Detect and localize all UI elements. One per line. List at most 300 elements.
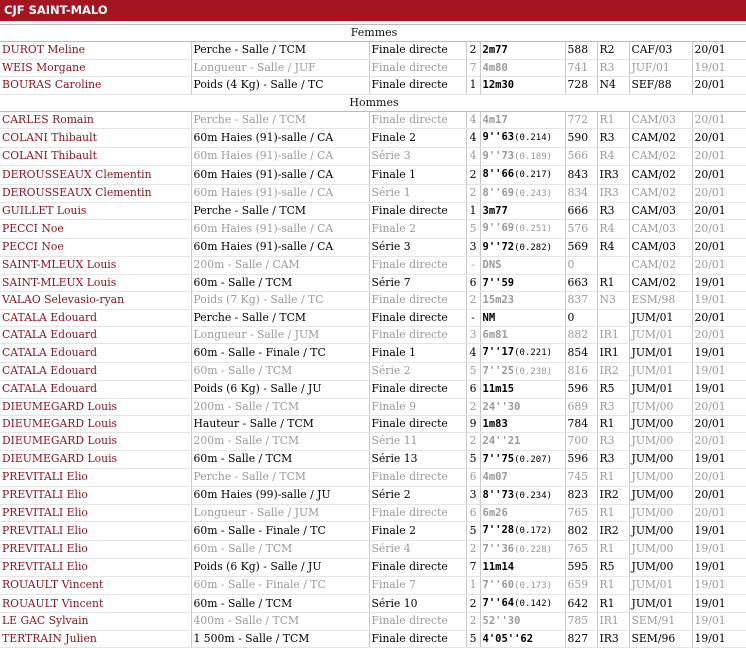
reaction-time: (0.207) [514, 454, 553, 465]
round-name-cell: Finale directe [369, 292, 466, 309]
event-name-cell: 200m - Salle / TCM [191, 398, 369, 415]
category-cell: JUM/00 [629, 398, 692, 415]
place-cell: 6 [466, 504, 480, 521]
reaction-time: (0.221) [514, 348, 553, 359]
performance-value: 11m15 [482, 383, 515, 396]
section-header [0, 25, 746, 42]
points-cell: 728 [565, 77, 597, 94]
performance-cell [480, 381, 565, 398]
level-cell: R5 [597, 559, 629, 576]
place-cell: 3 [466, 486, 480, 504]
category-cell: JUM/01 [629, 576, 692, 594]
event-name-cell: Perche - Salle / TCM [191, 309, 369, 326]
club-header [0, 0, 746, 21]
performance-cell [480, 147, 565, 165]
results-table [0, 24, 746, 648]
date-cell: 20/01 [692, 129, 746, 147]
athlete-name-cell: WEIS Morgane [0, 59, 191, 76]
category-cell: JUM/01 [629, 362, 692, 380]
points-cell: 689 [565, 398, 597, 415]
reaction-time: (0.172) [514, 526, 553, 537]
place-cell: 2 [466, 433, 480, 450]
points-cell: 816 [565, 362, 597, 380]
round-name-cell: Finale directe [369, 112, 466, 129]
round-name-cell: Finale directe [369, 77, 466, 94]
athlete-name-cell: CATALA Edouard [0, 362, 191, 380]
performance-cell [480, 292, 565, 309]
category-cell: ESM/98 [629, 292, 692, 309]
round-name-cell: Finale directe [369, 257, 466, 274]
level-cell: IR2 [597, 486, 629, 504]
level-cell: IR1 [597, 613, 629, 630]
performance-value: 7''60 [482, 578, 515, 591]
event-name-cell: Perche - Salle / TCM [191, 42, 369, 59]
category-cell: JUM/00 [629, 522, 692, 540]
athlete-name-cell: CATALA Edouard [0, 381, 191, 398]
place-cell: 5 [466, 362, 480, 380]
performance-cell [480, 522, 565, 540]
performance-value: 11m14 [482, 561, 515, 574]
section-header [0, 94, 746, 111]
athlete-name-cell: PECCI Noe [0, 220, 191, 238]
event-name-cell: 400m - Salle / TCM [191, 613, 369, 630]
performance-cell [480, 433, 565, 450]
category-cell: CAM/03 [629, 220, 692, 238]
result-row [0, 576, 746, 594]
level-cell: R1 [597, 112, 629, 129]
place-cell: 4 [466, 147, 480, 165]
event-name-cell: 60m Haies (91)-salle / CA [191, 238, 369, 256]
performance-value: 52''30 [482, 615, 521, 628]
round-name-cell: Finale 7 [369, 576, 466, 594]
performance-value: 9''69 [482, 222, 515, 235]
points-cell: 590 [565, 129, 597, 147]
level-cell: IR3 [597, 630, 629, 647]
category-cell: SEM/91 [629, 613, 692, 630]
level-cell: R1 [597, 469, 629, 486]
round-name-cell: Finale directe [369, 613, 466, 630]
place-cell: 2 [466, 398, 480, 415]
date-cell: 19/01 [692, 59, 746, 76]
performance-cell [480, 362, 565, 380]
round-name-cell: Finale directe [369, 415, 466, 432]
performance-value: 9''63 [482, 131, 515, 144]
event-name-cell: 60m - Salle / TCM [191, 274, 369, 291]
athlete-name-cell: DIEUMEGARD Louis [0, 415, 191, 432]
event-name-cell: Poids (4 Kg) - Salle / TC [191, 77, 369, 94]
round-name-cell: Série 3 [369, 147, 466, 165]
level-cell: R3 [597, 59, 629, 76]
athlete-name-cell: GUILLET Louis [0, 203, 191, 220]
event-name-cell: 60m Haies (91)-salle / CA [191, 166, 369, 184]
category-cell: CAM/02 [629, 274, 692, 291]
athlete-name-cell: SAINT-MLEUX Louis [0, 257, 191, 274]
performance-value: 3m77 [482, 205, 508, 218]
level-cell: R1 [597, 576, 629, 594]
level-cell: R2 [597, 42, 629, 59]
performance-cell [480, 184, 565, 202]
result-row [0, 184, 746, 202]
event-name-cell: 60m - Salle - Finale / TC [191, 344, 369, 362]
result-row [0, 450, 746, 468]
performance-value: 8''73 [482, 488, 515, 501]
round-name-cell: Finale directe [369, 42, 466, 59]
result-row [0, 540, 746, 558]
category-cell: JUM/00 [629, 433, 692, 450]
performance-cell [480, 469, 565, 486]
event-name-cell: Perche - Salle / TCM [191, 203, 369, 220]
place-cell: - [466, 309, 480, 326]
event-name-cell: 60m - Salle - Finale / TC [191, 576, 369, 594]
performance-cell [480, 112, 565, 129]
performance-value: 6m26 [482, 506, 508, 519]
date-cell: 20/01 [692, 469, 746, 486]
reaction-time: (0.142) [514, 599, 553, 609]
round-name-cell: Finale 1 [369, 344, 466, 362]
round-name-cell: Finale 1 [369, 166, 466, 184]
category-cell: JUM/01 [629, 381, 692, 398]
athlete-name-cell: PECCI Noe [0, 238, 191, 256]
level-cell: R4 [597, 220, 629, 238]
points-cell: 823 [565, 486, 597, 504]
event-name-cell: 60m - Salle / TCM [191, 540, 369, 558]
event-name-cell: 60m - Salle - Finale / TC [191, 522, 369, 540]
date-cell: 19/01 [692, 362, 746, 380]
athlete-name-cell: BOURAS Caroline [0, 77, 191, 94]
round-name-cell: Série 11 [369, 433, 466, 450]
level-cell: IR1 [597, 326, 629, 343]
performance-value: 7''36 [482, 542, 515, 555]
date-cell: 20/01 [692, 238, 746, 256]
points-cell: 569 [565, 238, 597, 256]
category-cell: CAM/03 [629, 238, 692, 256]
round-name-cell: Finale 9 [369, 398, 466, 415]
category-cell: JUM/00 [629, 540, 692, 558]
date-cell: 19/01 [692, 559, 746, 576]
performance-cell [480, 42, 565, 59]
place-cell: 5 [466, 450, 480, 468]
date-cell: 20/01 [692, 309, 746, 326]
athlete-name-cell: PREVITALI Elio [0, 504, 191, 521]
reaction-time: (0.217) [514, 170, 553, 181]
result-row [0, 112, 746, 129]
level-cell: R1 [597, 595, 629, 613]
athlete-name-cell: CARLES Romain [0, 112, 191, 129]
performance-cell [480, 540, 565, 558]
category-cell: CAM/02 [629, 184, 692, 202]
round-name-cell: Série 4 [369, 540, 466, 558]
points-cell: 0 [565, 257, 597, 274]
level-cell: R1 [597, 274, 629, 291]
points-cell: 837 [565, 292, 597, 309]
place-cell: 6 [466, 469, 480, 486]
date-cell: 20/01 [692, 415, 746, 432]
event-name-cell: Poids (7 Kg) - Salle / TC [191, 292, 369, 309]
performance-cell [480, 238, 565, 256]
level-cell: IR2 [597, 522, 629, 540]
athlete-name-cell: COLANI Thibault [0, 129, 191, 147]
round-name-cell: Série 1 [369, 184, 466, 202]
round-name-cell: Série 2 [369, 486, 466, 504]
date-cell: 20/01 [692, 326, 746, 343]
athlete-name-cell: PREVITALI Elio [0, 540, 191, 558]
athlete-name-cell: VALAO Selevasio-ryan [0, 292, 191, 309]
result-row [0, 522, 746, 540]
place-cell: 4 [466, 344, 480, 362]
level-cell: R3 [597, 450, 629, 468]
reaction-time: (0.251) [514, 224, 553, 235]
athlete-name-cell: COLANI Thibault [0, 147, 191, 165]
athlete-name-cell: DIEUMEGARD Louis [0, 433, 191, 450]
performance-value: 7''17 [482, 346, 515, 359]
level-cell: R3 [597, 203, 629, 220]
round-name-cell: Finale directe [369, 630, 466, 647]
points-cell: 827 [565, 630, 597, 647]
points-cell: 784 [565, 415, 597, 432]
round-name-cell: Finale 2 [369, 129, 466, 147]
round-name-cell: Série 3 [369, 238, 466, 256]
performance-cell [480, 129, 565, 147]
date-cell: 20/01 [692, 433, 746, 450]
performance-value: 24''21 [482, 435, 521, 448]
category-cell: CAM/02 [629, 257, 692, 274]
athlete-name-cell: ROUAULT Vincent [0, 595, 191, 613]
round-name-cell: Série 13 [369, 450, 466, 468]
result-row [0, 309, 746, 326]
level-cell: R4 [597, 238, 629, 256]
date-cell: 19/01 [692, 381, 746, 398]
place-cell: 3 [466, 326, 480, 343]
date-cell: 20/01 [692, 184, 746, 202]
event-name-cell: 200m - Salle / TCM [191, 433, 369, 450]
performance-cell [480, 504, 565, 521]
performance-cell [480, 326, 565, 343]
event-name-cell: 60m Haies (91)-salle / CA [191, 184, 369, 202]
result-row [0, 326, 746, 343]
performance-cell [480, 166, 565, 184]
date-cell: 19/01 [692, 613, 746, 630]
performance-cell [480, 595, 565, 613]
result-row [0, 292, 746, 309]
level-cell: IR2 [597, 362, 629, 380]
date-cell: 20/01 [692, 398, 746, 415]
points-cell: 745 [565, 469, 597, 486]
points-cell: 882 [565, 326, 597, 343]
date-cell: 20/01 [692, 486, 746, 504]
performance-cell [480, 486, 565, 504]
level-cell: R5 [597, 381, 629, 398]
level-cell: R4 [597, 147, 629, 165]
result-row [0, 613, 746, 630]
category-cell: CAF/03 [629, 42, 692, 59]
category-cell: JUM/01 [629, 344, 692, 362]
event-name-cell: 60m - Salle / TCM [191, 362, 369, 380]
event-name-cell: 60m - Salle / TCM [191, 595, 369, 613]
event-name-cell: 60m Haies (99)-salle / JU [191, 486, 369, 504]
place-cell: 6 [466, 381, 480, 398]
date-cell: 20/01 [692, 504, 746, 521]
athlete-name-cell: CATALA Edouard [0, 344, 191, 362]
performance-value: 4m80 [482, 61, 508, 74]
place-cell: 2 [466, 292, 480, 309]
points-cell: 596 [565, 450, 597, 468]
points-cell: 741 [565, 59, 597, 76]
section-title: Femmes [0, 25, 746, 42]
place-cell: 1 [466, 203, 480, 220]
category-cell: JUM/00 [629, 504, 692, 521]
performance-cell [480, 220, 565, 238]
event-name-cell: Perche - Salle / TCM [191, 469, 369, 486]
athlete-name-cell: PREVITALI Elio [0, 486, 191, 504]
athlete-name-cell: PREVITALI Elio [0, 469, 191, 486]
athlete-name-cell: CATALA Edouard [0, 326, 191, 343]
place-cell: 4 [466, 129, 480, 147]
reaction-time: (0.214) [514, 133, 553, 144]
event-name-cell: Longueur - Salle / JUM [191, 504, 369, 521]
place-cell: 5 [466, 220, 480, 238]
performance-value: 6m81 [482, 328, 508, 341]
athlete-name-cell: TERTRAIN Julien [0, 630, 191, 647]
level-cell: IR3 [597, 184, 629, 202]
performance-value: 4m07 [482, 471, 508, 484]
result-row [0, 166, 746, 184]
level-cell: R3 [597, 129, 629, 147]
level-cell: IR3 [597, 166, 629, 184]
performance-value: 7''75 [482, 452, 515, 465]
athlete-name-cell: ROUAULT Vincent [0, 576, 191, 594]
result-row [0, 415, 746, 432]
event-name-cell: Hauteur - Salle / TCM [191, 415, 369, 432]
performance-cell [480, 559, 565, 576]
date-cell: 19/01 [692, 522, 746, 540]
performance-value: 9''73 [482, 149, 515, 162]
performance-value: 15m23 [482, 294, 515, 307]
result-row [0, 630, 746, 647]
level-cell [597, 309, 629, 326]
reaction-time: (0.228) [514, 544, 553, 555]
performance-cell [480, 274, 565, 291]
points-cell: 802 [565, 522, 597, 540]
result-row [0, 77, 746, 94]
section-title: Hommes [0, 94, 746, 111]
points-cell: 576 [565, 220, 597, 238]
athlete-name-cell: PREVITALI Elio [0, 559, 191, 576]
points-cell: 659 [565, 576, 597, 594]
athlete-name-cell: DIEUMEGARD Louis [0, 398, 191, 415]
level-cell: R3 [597, 433, 629, 450]
result-row [0, 59, 746, 76]
round-name-cell: Série 10 [369, 595, 466, 613]
place-cell: 4 [466, 112, 480, 129]
category-cell: JUM/01 [629, 309, 692, 326]
points-cell: 843 [565, 166, 597, 184]
reaction-time: (0.189) [514, 151, 553, 162]
reaction-time: (0.173) [514, 580, 553, 591]
performance-cell [480, 613, 565, 630]
performance-value: 12m30 [482, 79, 515, 92]
round-name-cell: Finale directe [369, 326, 466, 343]
place-cell: 7 [466, 559, 480, 576]
points-cell: 0 [565, 309, 597, 326]
category-cell: JUM/00 [629, 559, 692, 576]
event-name-cell: Perche - Salle / TCM [191, 112, 369, 129]
date-cell: 19/01 [692, 450, 746, 468]
category-cell: CAM/02 [629, 147, 692, 165]
points-cell: 642 [565, 595, 597, 613]
points-cell: 785 [565, 613, 597, 630]
result-row [0, 469, 746, 486]
round-name-cell: Finale directe [369, 309, 466, 326]
round-name-cell: Série 2 [369, 362, 466, 380]
date-cell: 20/01 [692, 42, 746, 59]
category-cell: JUM/00 [629, 450, 692, 468]
level-cell: IR1 [597, 344, 629, 362]
place-cell: 2 [466, 595, 480, 613]
place-cell: 5 [466, 630, 480, 647]
category-cell: JUM/01 [629, 595, 692, 613]
points-cell: 595 [565, 559, 597, 576]
place-cell: 7 [466, 59, 480, 76]
result-row [0, 238, 746, 256]
performance-cell [480, 203, 565, 220]
result-row [0, 257, 746, 274]
performance-value: 2m77 [482, 44, 508, 57]
performance-value: 24''30 [482, 400, 521, 413]
performance-cell [480, 630, 565, 647]
reaction-time: (0.282) [514, 242, 553, 253]
result-row [0, 42, 746, 59]
points-cell: 588 [565, 42, 597, 59]
performance-value: 1m83 [482, 417, 508, 430]
category-cell: JUM/00 [629, 415, 692, 432]
date-cell: 20/01 [692, 166, 746, 184]
date-cell: 19/01 [692, 292, 746, 309]
result-row [0, 595, 746, 613]
performance-value: 7''28 [482, 524, 515, 537]
level-cell [597, 257, 629, 274]
athlete-name-cell: DUROT Meline [0, 42, 191, 59]
date-cell: 20/01 [692, 220, 746, 238]
round-name-cell: Finale directe [369, 559, 466, 576]
athlete-name-cell: DEROUSSEAUX Clementin [0, 184, 191, 202]
performance-cell [480, 77, 565, 94]
place-cell: 2 [466, 613, 480, 630]
result-row [0, 381, 746, 398]
place-cell: - [466, 257, 480, 274]
level-cell: R3 [597, 398, 629, 415]
event-name-cell: 1 500m - Salle / TCM [191, 630, 369, 647]
points-cell: 596 [565, 381, 597, 398]
points-cell: 663 [565, 274, 597, 291]
round-name-cell: Finale directe [369, 381, 466, 398]
category-cell: SEF/88 [629, 77, 692, 94]
athlete-name-cell: CATALA Edouard [0, 309, 191, 326]
event-name-cell: 200m - Salle / CAM [191, 257, 369, 274]
level-cell: R1 [597, 540, 629, 558]
points-cell: 566 [565, 147, 597, 165]
level-cell: N4 [597, 77, 629, 94]
event-name-cell: 60m Haies (91)-salle / CA [191, 129, 369, 147]
athlete-name-cell: DEROUSSEAUX Clementin [0, 166, 191, 184]
event-name-cell: 60m Haies (91)-salle / CA [191, 220, 369, 238]
place-cell: 6 [466, 274, 480, 291]
result-row [0, 504, 746, 521]
club-title: CJF SAINT-MALO [4, 3, 108, 17]
round-name-cell: Finale directe [369, 469, 466, 486]
points-cell: 700 [565, 433, 597, 450]
performance-value: NM [482, 311, 496, 324]
event-name-cell: Poids (6 Kg) - Salle / JU [191, 381, 369, 398]
